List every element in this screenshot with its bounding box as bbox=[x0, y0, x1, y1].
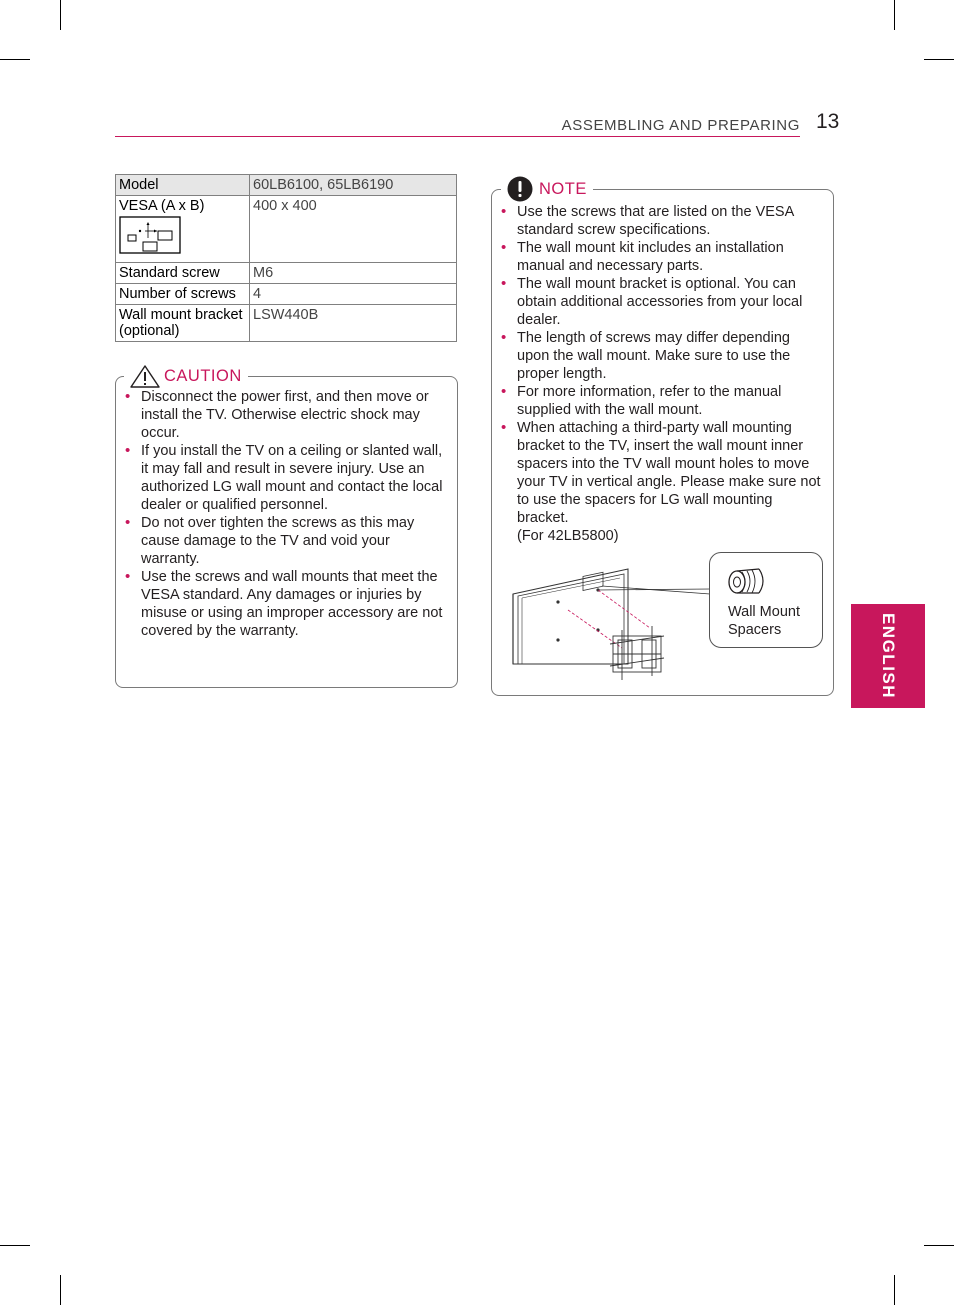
list-item: • The length of screws may differ depending upon the wall mount. Make sure to use the proper length. bbox=[492, 329, 822, 383]
exclamation-circle-icon bbox=[507, 176, 533, 202]
crop-mark bbox=[0, 59, 30, 60]
list-item: • The wall mount kit includes an installation manual and necessary parts. bbox=[492, 239, 822, 275]
list-item: • For more information, refer to the manual supplied with the wall mount. bbox=[492, 383, 822, 419]
caution-box bbox=[115, 366, 458, 688]
crop-mark bbox=[0, 1245, 30, 1246]
crop-mark bbox=[60, 0, 61, 30]
table-cell-key: Number of screws bbox=[116, 284, 250, 305]
crop-mark bbox=[894, 1275, 895, 1305]
table-cell-value: 60LB6100, 65LB6190 bbox=[250, 175, 457, 196]
vesa-diagram-icon bbox=[119, 216, 181, 254]
note-heading bbox=[501, 176, 593, 202]
table-row bbox=[116, 305, 457, 342]
list-item: • If you install the TV on a ceiling or slanted wall, it may fall and result in severe injury. Use an authorized LG wall mount and contact the local dealer or qualified personnel. bbox=[116, 442, 446, 514]
caution-heading bbox=[124, 364, 248, 388]
note-box bbox=[491, 179, 834, 696]
callout-label: Wall Mount Spacers bbox=[728, 604, 800, 638]
list-item: • Use the screws and wall mounts that meet the VESA standard. Any damages or injuries by misuse or using an improper accessory are not covered by the warranty. bbox=[116, 568, 446, 640]
crop-mark bbox=[924, 59, 954, 60]
crop-mark bbox=[894, 0, 895, 30]
table-cell-key bbox=[116, 196, 250, 263]
table-cell-key: Standard screw bbox=[116, 263, 250, 284]
list-item: • Do not over tighten the screws as this may cause damage to the TV and void your warranty. bbox=[116, 514, 446, 568]
table-row bbox=[116, 196, 457, 263]
table-cell-key: Model bbox=[116, 175, 250, 196]
table-row bbox=[116, 284, 457, 305]
table-cell-value: 400 x 400 bbox=[250, 196, 457, 263]
page-number: 13 bbox=[816, 110, 840, 133]
table-cell-value: 4 bbox=[250, 284, 457, 305]
table-row bbox=[116, 263, 457, 284]
spec-table bbox=[115, 174, 457, 342]
spacer-callout bbox=[709, 552, 823, 648]
note-title: NOTE bbox=[539, 179, 587, 198]
language-tab bbox=[851, 604, 925, 708]
note-footnote: (For 42LB5800) bbox=[517, 528, 619, 544]
table-cell-key-label: VESA (A x B) bbox=[119, 198, 205, 214]
page-header bbox=[115, 110, 800, 137]
table-row bbox=[116, 175, 457, 196]
list-item: • Use the screws that are listed on the VESA standard screw specifications. bbox=[492, 203, 822, 239]
caution-title: CAUTION bbox=[164, 366, 242, 385]
list-item: • Disconnect the power first, and then move or install the TV. Otherwise electric shock may occur. bbox=[116, 388, 446, 442]
crop-mark bbox=[924, 1245, 954, 1246]
table-cell-key: Wall mount bracket (optional) bbox=[116, 305, 250, 342]
note-list bbox=[492, 203, 822, 527]
list-item: • When attaching a third-party wall mounting bracket to the TV, insert the wall mount inner spacers into the TV wall mount holes to move your TV in vertical angle. Please make sure not to use the spacers for LG wall mounting bracket. bbox=[492, 419, 822, 527]
wall-mount-spacer-icon bbox=[726, 563, 770, 601]
crop-mark bbox=[60, 1275, 61, 1305]
table-cell-value: LSW440B bbox=[250, 305, 457, 342]
caution-list bbox=[116, 388, 446, 640]
wall-mount-illustration bbox=[510, 564, 730, 684]
section-title: ASSEMBLING AND PREPARING bbox=[561, 117, 800, 134]
list-item: • The wall mount bracket is optional. You can obtain additional accessories from your local dealer. bbox=[492, 275, 822, 329]
table-cell-value: M6 bbox=[250, 263, 457, 284]
language-tab-label: ENGLISH bbox=[879, 612, 898, 700]
warning-triangle-icon bbox=[130, 365, 160, 388]
